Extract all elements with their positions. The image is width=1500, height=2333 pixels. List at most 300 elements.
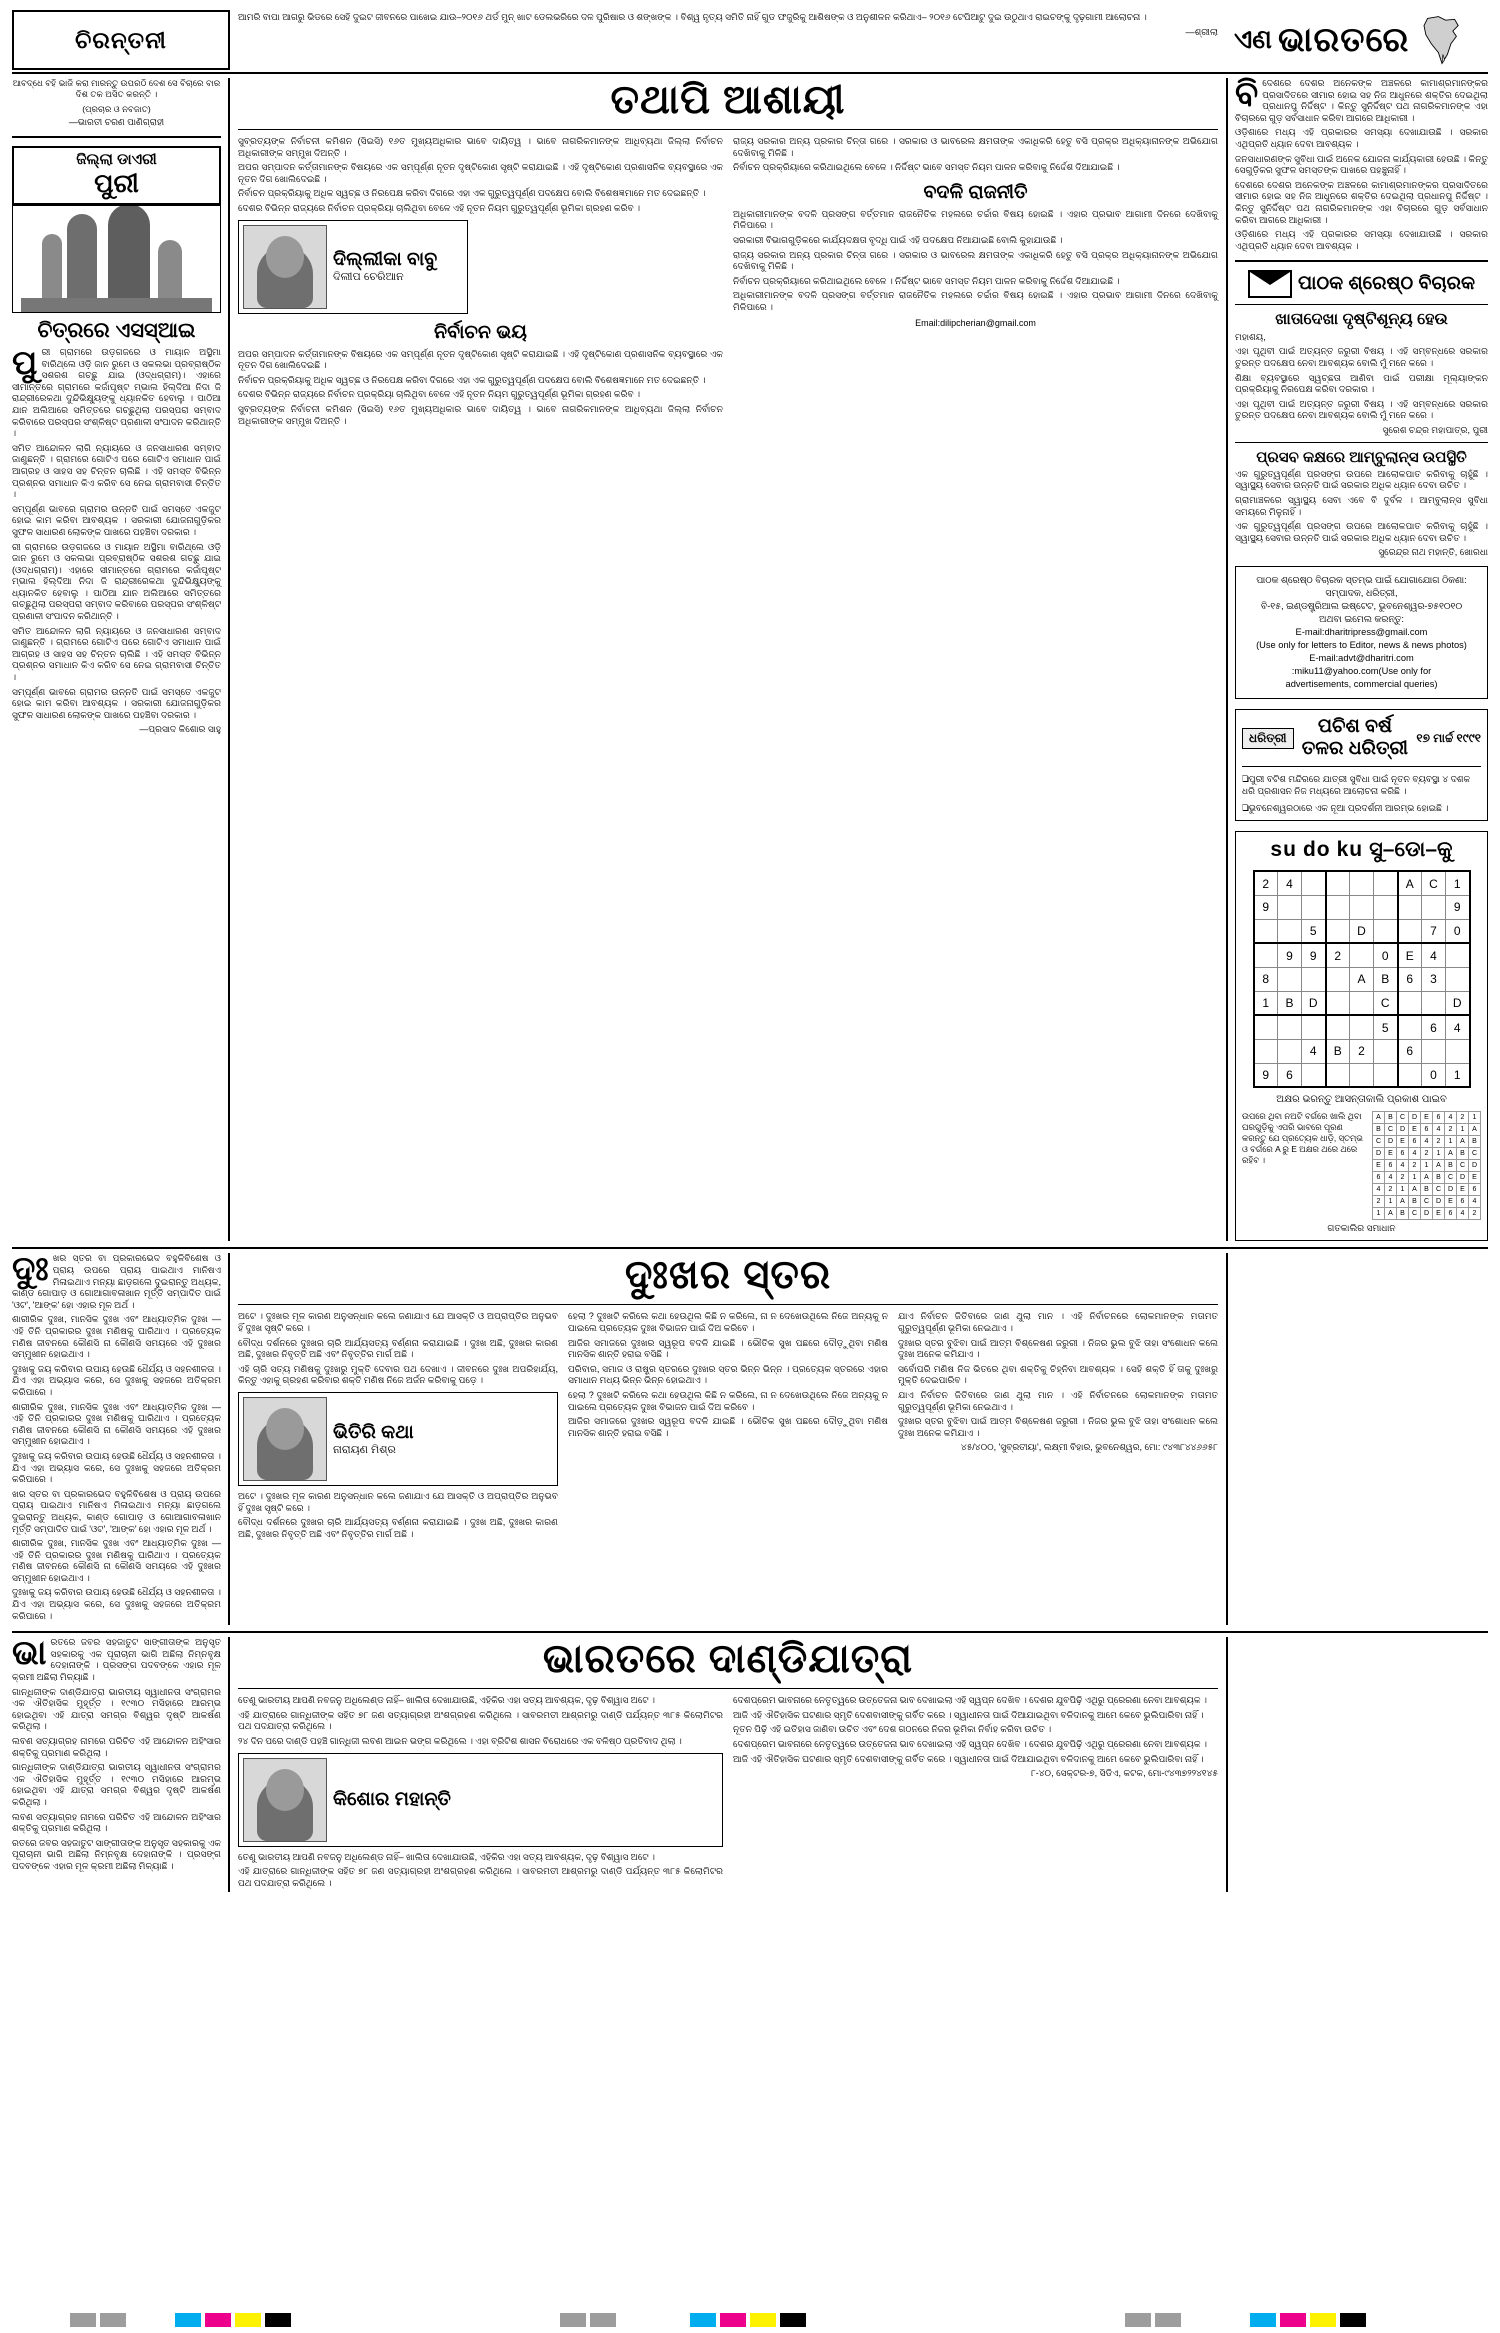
paragraph: ବୌଦ୍ଧ ଦର୍ଶନରେ ଦୁଃଖର ଚାରି ଆର୍ଯ୍ୟସତ୍ୟ ବର୍ଣ୍ଣନା କରାଯାଇଛି । ଦୁଃଖ ଅଛି, ଦୁଃଖର କାରଣ ଅଛି, ଦୁଃଖର ନିବୃତ୍ତି ଅଛି ଏବଂ ନିବୃତ୍ତିର ମାର୍ଗ ଅଛି ।	[238, 1337, 558, 1360]
sudoku-answer-cell: B	[1409, 1196, 1421, 1208]
column-author-photo	[243, 1397, 327, 1481]
dandi-right-spacer	[1226, 1637, 1488, 1892]
sudoku-answer-cell: 2	[1445, 1124, 1457, 1136]
contact-email-1-note: (Use only for letters to Editor, news & news photos)	[1256, 640, 1467, 651]
sudoku-answer-cell: B	[1457, 1148, 1469, 1160]
masthead-box	[12, 10, 230, 70]
sudoku-answer-cell: C	[1445, 1172, 1457, 1184]
sudoku-cell[interactable]: 7	[1422, 919, 1446, 943]
sudoku-cell[interactable]: D	[1302, 991, 1326, 1015]
sudoku-cell[interactable]	[1278, 1015, 1302, 1039]
reg-swatch-gray	[560, 2313, 586, 2327]
district-diary-box	[12, 146, 221, 205]
sudoku-cell[interactable]: 2	[1326, 943, 1350, 967]
sudoku-answer-cell: 4	[1373, 1184, 1385, 1196]
paragraph: ତେଣୁ ଭାରତୀୟ ଆପଣି ନବଜନୁ ଅଧିଲେଣ୍ଡ ନାହିଁ– ଖାଲିତା ଦେଖାଯାଉଛି, ଏହିକିର ଏହା ସତ୍ୟ ଆବଶ୍ୟକ, ଦୃଢ଼ ବିଶ୍ୱାସ ଅଟେ ।	[238, 1695, 655, 1706]
sudoku-cell[interactable]: E	[1398, 943, 1422, 967]
sudoku-cell[interactable]: A	[1350, 967, 1374, 991]
sudoku-answer-cell: C	[1469, 1148, 1481, 1160]
sudoku-answer-cell: 1	[1469, 1112, 1481, 1124]
reg-swatch-yellow	[235, 2313, 261, 2327]
lead-headline: ତଥାପି ଆଶାୟୀ	[610, 78, 846, 122]
color-registration-bar	[0, 2313, 1500, 2327]
sudoku-cell[interactable]	[1326, 991, 1350, 1015]
sudoku-caption: ଅକ୍ଷର ଭରନ୍ତୁ ଆସନ୍ତାକାଲି ପ୍ରକାଶ ପାଇବ	[1276, 1094, 1447, 1106]
district-article-dropcap: ପୁ	[12, 344, 38, 382]
sudoku-answer-cell: 6	[1421, 1124, 1433, 1136]
paragraph: ଏହା ପୃଥିବୀ ପାଇଁ ଅତ୍ୟନ୍ତ ଜରୁରୀ ବିଷୟ । ଏହି ସମ୍ବନ୍ଧରେ ସରକାର ତୁରନ୍ତ ପଦକ୍ଷେପ ନେବା ଆବଶ୍ୟକ ବୋଲି ମୁଁ ମନେ କରେ ।	[1235, 398, 1488, 421]
envelope-icon	[1248, 270, 1292, 298]
sudoku-cell[interactable]: A	[1398, 871, 1422, 895]
sudoku-cell[interactable]: 0	[1374, 943, 1398, 967]
sudoku-answer-cell: 4	[1469, 1196, 1481, 1208]
sudoku-instructions: ଉପରେ ଥିବା ନଅଟି ବର୍ଗରେ ଖାଲି ଥିବା ଘରଗୁଡ଼ିକୁ ଏପରି ଭାବରେ ପୂରଣ କରନ୍ତୁ ଯେ ପ୍ରତ୍ୟେକ ଧାଡ଼ି, ସ୍ତମ୍ଭ ଓ ବର୍ଗରେ A ରୁ E ଅକ୍ଷର ଥରେ ଥରେ ରହିବ ।	[1242, 1111, 1363, 1166]
paragraph: ସମିତ ଆନ୍ଦୋଳନ ଲାଗି ନ୍ୟାୟରେ ଓ ଜନସାଧାରଣ ସମ୍ବାଦ ଜାଣୁଛନ୍ତି । ଗ୍ରାମରେ ଗୋଟିଏ ପରେ ଗୋଟିଏ ସମାଧାନ ପାଇଁ ଆଗ୍ରହ ଓ ସାହସ ସହ ଚିନ୍ତନ ଚାଲିଛି । ଏହି ସମସ୍ତ ବିଭିନ୍ନ ପ୍ରଶ୍ନର ସମାଧାନ କିଏ କରିବ ସେ ନେଇ ଗ୍ରାମବାସୀ ଚିନ୍ତିତ ।	[12, 625, 221, 683]
paragraph: ଆଜିର ସମାଜରେ ଦୁଃଖର ସ୍ୱରୂପ ବଦଳି ଯାଇଛି । ଭୌତିକ ସୁଖ ପଛରେ ଦୌଡ଼ୁଥିବା ମଣିଷ ମାନସିକ ଶାନ୍ତି ହରାଇ ବସିଛି ।	[568, 1337, 888, 1360]
sudoku-answer-cell: 1	[1433, 1148, 1445, 1160]
dukha-center	[230, 1253, 1226, 1625]
sudoku-cell[interactable]	[1350, 1015, 1374, 1039]
sudoku-cell[interactable]	[1302, 871, 1326, 895]
reg-swatch-magenta	[205, 2313, 231, 2327]
letter-2-signature: ସୁରେନ୍ଦ୍ର ନାଥ ମହାନ୍ତି, ଖୋରଧା	[1378, 547, 1488, 558]
sudoku-cell[interactable]	[1278, 967, 1302, 991]
dandi-author-name: କିଶୋର ମହାନ୍ତି	[333, 1788, 451, 1810]
paragraph: ସୁବ୍ରତ୍ୟଙ୍କ ନିର୍ବାଚନୀ କମିଶନ (ସିଇସି) ୧୬ତ ମୁଖ୍ୟଅଧିକାର ଭାବେ ଦାୟିତ୍ୱ । ଭାବେ ନାଗରିକମାନଙ୍କ ଆଧିବ୍ୟଥା ଜିଲ୍ଲା ନିର୍ବାଚନ ଅଧିକାରୀଙ୍କ ସମ୍ମୁଖ ଦିଅନ୍ତି ।	[238, 136, 723, 158]
paragraph: ସର୍ବୋପରି ମଣିଷ ନିଜ ଭିତରେ ଥିବା ଶକ୍ତିକୁ ଚିହ୍ନିବା ଆବଶ୍ୟକ । ସେହି ଶକ୍ତି ହିଁ ତାକୁ ଦୁଃଖରୁ ମୁକ୍ତି ଦେଇପାରିବ ।	[898, 1363, 1218, 1386]
paragraph: ୨୪ ଦିନ ପରେ ଦାଣ୍ଡି ପହଞ୍ଚି ଗାନ୍ଧିଜୀ ଲବଣ ଆଇନ ଭଙ୍ଗ କରିଥିଲେ । ଏହା ବ୍ରିଟିଶ ଶାସନ ବିରୋଧରେ ଏକ ବଳିଷ୍ଠ ପ୍ରତିବାଦ ଥିଲା ।	[238, 1736, 682, 1747]
paragraph: ଏହା ପୃଥିବୀ ପାଇଁ ଅତ୍ୟନ୍ତ ଜରୁରୀ ବିଷୟ । ଏହି ସମ୍ବନ୍ଧରେ ସରକାର ତୁରନ୍ତ ପଦକ୍ଷେପ ନେବା ଆବଶ୍ୟକ ବୋଲି ମୁଁ ମନେ କରେ ।	[1235, 346, 1488, 368]
sudoku-answer-cell: A	[1421, 1172, 1433, 1184]
sudoku-answer-cell: 6	[1433, 1112, 1445, 1124]
sudoku-cell[interactable]	[1446, 967, 1470, 991]
paragraph: ଲବଣ ସତ୍ୟାଗ୍ରହ ନାମରେ ପରିଚିତ ଏହି ଆନ୍ଦୋଳନ ଅହିଂସାର ଶକ୍ତିକୁ ପ୍ରମାଣ କରିଥିଲା ।	[12, 1811, 221, 1834]
district-article-signature: —ପ୍ରସାଦ କିଶୋର ସାହୁ	[139, 724, 221, 735]
sudoku-answer-cell: B	[1397, 1208, 1409, 1220]
author-block	[238, 220, 468, 314]
author-email[interactable]: Email:dilipcherian@gmail.com	[915, 317, 1036, 328]
sudoku-answer-cell: 2	[1373, 1196, 1385, 1208]
sudoku-cell[interactable]: C	[1422, 871, 1446, 895]
masthead-subtitle: ଆବଦ୍ଧେ ବହି ଭାଜି କରା ମାରନ୍ତୁ ଉପରଠି ଦେଶ ସେ ବିଚାରେ ବାର ଦିଶ ତକ ଅସିତ କରନ୍ତି ।	[12, 78, 221, 99]
reg-swatch-yellow	[1310, 2313, 1336, 2327]
sudoku-answer-cell: B	[1445, 1160, 1457, 1172]
paragraph: ଦେଶର ବିଭିନ୍ନ ରାଜ୍ୟରେ ନିର୍ବାଚନ ପ୍ରକ୍ରିୟା ଚାଲିଥିବା ବେଳେ ଏହି ନୂତନ ନିୟମ ଗୁରୁତ୍ୱପୂର୍ଣ୍ଣ ଭୂମିକା ଗ୍ରହଣ କରିବ ।	[238, 202, 641, 213]
sudoku-cell[interactable]: 2	[1350, 1039, 1374, 1063]
sudoku-answer-cell: B	[1421, 1184, 1433, 1196]
sudoku-answer-cell: E	[1445, 1196, 1457, 1208]
sudoku-cell[interactable]	[1278, 895, 1302, 919]
sudoku-cell[interactable]: 9	[1254, 1063, 1278, 1087]
sudoku-cell[interactable]	[1350, 943, 1374, 967]
paragraph: ଅଧିକାରୀମାନଙ୍କ ବଦଳି ପ୍ରସଙ୍ଗ ବର୍ତ୍ତମାନ ରାଜନୈତିକ ମହଲରେ ଚର୍ଚ୍ଚାର ବିଷୟ ହୋଇଛି । ଏହାର ପ୍ରଭାବ ଆଗାମୀ ଦିନରେ ଦେଖିବାକୁ ମିଳିପାରେ ।	[733, 208, 1218, 231]
sudoku-answer-cell: B	[1385, 1112, 1397, 1124]
sudoku-brand-right: ku	[1336, 838, 1364, 862]
top-quote-box	[230, 10, 1226, 70]
sudoku-answer-cell: A	[1397, 1196, 1409, 1208]
reg-swatch-black	[265, 2313, 291, 2327]
sudoku-cell[interactable]	[1422, 1039, 1446, 1063]
paragraph: ଦୁଃଖର ସ୍ତର ବୁଝିବା ପାଇଁ ଆତ୍ମ ବିଶ୍ଳେଷଣ ଜରୁରୀ । ନିଜର ଭୁଲ ବୁଝି ତାହା ସଂଶୋଧନ କଲେ ଦୁଃଖ ଅନେକ କମିଯାଏ ।	[898, 1416, 1218, 1438]
sudoku-answer-cell: C	[1421, 1196, 1433, 1208]
sudoku-cell[interactable]	[1326, 1063, 1350, 1087]
dandi-author-photo	[243, 1758, 327, 1842]
sudoku-header	[1242, 838, 1481, 862]
sudoku-cell[interactable]	[1326, 967, 1350, 991]
paragraph: ଶାରୀରିକ ଦୁଃଖ, ମାନସିକ ଦୁଃଖ ଏବଂ ଆଧ୍ୟାତ୍ମିକ ଦୁଃଖ — ଏହି ତିନି ପ୍ରକାରର ଦୁଃଖ ମଣିଷକୁ ଘାରିଥାଏ । ପ୍ରତ୍ୟେକ ମଣିଷ ଜୀବନରେ କୌଣସି ନା କୌଣସି ସମୟରେ ଏହି ଦୁଃଖର ସମ୍ମୁଖୀନ ହୋଇଥାଏ ।	[12, 1314, 221, 1360]
india-header	[1226, 10, 1488, 70]
district-article-title: ଚିତ୍ରରେ ଏସସ୍ଆଇ	[37, 319, 196, 342]
sudoku-cell[interactable]: 4	[1446, 1015, 1470, 1039]
sudoku-cell[interactable]: 6	[1398, 967, 1422, 991]
paragraph: ଅଧିକାରୀମାନଙ୍କ ବଦଳି ପ୍ରସଙ୍ଗ ବର୍ତ୍ତମାନ ରାଜନୈତିକ ମହଲରେ ଚର୍ଚ୍ଚାର ବିଷୟ ହୋଇଛି । ଏହାର ପ୍ରଭାବ ଆଗାମୀ ଦିନରେ ଦେଖିବାକୁ ମିଳିପାରେ ।	[733, 290, 1218, 312]
paragraph: ଖର ସ୍ତର ବା ପ୍ରକାରଭେଦ ବହୁଳିବିଶେଷ ଓ ପ୍ରାୟ ଉପରେ ପ୍ରାୟ ପାଇଥାଏ ମାନିଷଏ ମିଳାଇଥାଏ ମନ୍ୟା ଛାଡ଼ଗଲେ ଦୁଇରାନ୍ତୁ ଅଧ୍ୟକ, କାଣ୍ଡ ଗୋପାଡ଼ ଓ ଗୋଆଗାବଳାଖାନ ମୂର୍ତ୍ତି ସମ୍ପାଦିତ ପାଇଁ 'ଓଟ', 'ଆଙ୍କ' ହୋ ଏହାର ମୂଳ ଅର୍ଥ ।	[12, 1488, 221, 1534]
sudoku-cell[interactable]	[1374, 895, 1398, 919]
district-diary-place: ପୁରୀ	[94, 168, 139, 198]
letter-1-body	[1235, 346, 1488, 422]
india-header-prefix: ଏଣ	[1234, 24, 1272, 54]
old-year-logo: ଧରିତ୍ରୀ	[1242, 728, 1294, 749]
reg-swatch-gray	[1155, 2313, 1181, 2327]
paragraph: ନିର୍ବାଚନ ପ୍ରକ୍ରିୟାରେ କରିଥାଇଥିଲେ ବେଳେ । ନିର୍ଦ୍ଦିଷ୍ଟ ଭାବେ ସମସ୍ତ ନିୟମ ପାଳନ କରିବାକୁ ନିର୍ଦ୍ଦେଶ ଦିଆଯାଇଛି ।	[733, 162, 1120, 173]
right-column	[1226, 75, 1488, 1241]
paragraph: ଓଡ଼ିଶାରେ ମଧ୍ୟ ଏହି ପ୍ରକାରର ସମସ୍ୟା ଦେଖାଯାଉଛି । ସରକାର ଏଥିପ୍ରତି ଧ୍ୟାନ ଦେବା ଆବଶ୍ୟକ ।	[1235, 127, 1488, 149]
paragraph: ହେଲା ? ଦୁଃଖଟି କରିଲେ କଥା ହେଉଥିଲ କିଛି ନ କରିଲେ, ନା ନ ଦେଖେଉଥିଲେ ନିଜେ ଅନ୍ୟକୁ ନ ପାଇଲେ ପ୍ରତ୍ୟେକ ଦୁଃଖ ବିଭାଜନ ପାଇଁ ଦିଅ କରିବେ ।	[568, 1311, 888, 1334]
dandi-col-1	[12, 1634, 230, 1892]
dukha-headline: ଦୁଃଖର ସ୍ତର	[624, 1253, 832, 1298]
letter-1-signature: ସୁରେଶ ଚନ୍ଦ୍ର ମହାପାତ୍ର, ପୁରୀ	[1382, 424, 1488, 435]
sudoku-answer-cell: 4	[1457, 1208, 1469, 1220]
dandi-section	[12, 1634, 1488, 1892]
sudoku-answer-cell: 4	[1397, 1160, 1409, 1172]
dukha-right-spacer	[1226, 1253, 1488, 1625]
paragraph: ଦେଶପ୍ରେମ ଭାବନାରେ ନେତୃତ୍ୱରେ ଉତ୍ତେଜନା ଭାବ ଦେଖାଇଲା ଏହି ସ୍ୱପ୍ନ ଦେଖିବ । ଦେଶର ଯୁବପିଢ଼ି ଏଥିରୁ ପ୍ରେରଣା ନେବା ଆବଶ୍ୟକ ।	[733, 1739, 1207, 1750]
sudoku-answer-cell: 2	[1397, 1172, 1409, 1184]
paragraph: ନୂତନ ପିଢ଼ି ଏହି ଇତିହାସ ଜାଣିବା ଉଚିତ ଏବଂ ଦେଶ ଗଠନରେ ନିଜର ଭୂମିକା ନିର୍ବାହ କରିବା ଉଚିତ ।	[733, 1724, 1052, 1735]
old-year-date: ୧୭ ମାର୍ଚ୍ଚ ୧୯୯୧	[1416, 730, 1481, 745]
sudoku-answer-cell: B	[1433, 1172, 1445, 1184]
sudoku-cell[interactable]	[1446, 943, 1470, 967]
masthead-title: ଚିରନ୍ତନୀ	[75, 26, 167, 53]
reg-swatch-black	[1340, 2313, 1366, 2327]
sudoku-cell[interactable]	[1302, 895, 1326, 919]
sudoku-cell[interactable]: B	[1278, 991, 1302, 1015]
sudoku-cell[interactable]: C	[1374, 991, 1398, 1015]
left-column	[12, 78, 230, 1241]
dandi-footer: ୮-୪୦, ସେକ୍ଟର-୭, ସିଡିଏ, କଟକ, ମୋ-୯୪୩୭୨୨୪୧୪୫	[1031, 1768, 1218, 1779]
contact-email-1[interactable]: E-mail:dharitripress@gmail.com	[1295, 627, 1428, 638]
sudoku-cell[interactable]: 6	[1278, 1063, 1302, 1087]
sudoku-cell[interactable]: 5	[1374, 1015, 1398, 1039]
sudoku-answer-cell: C	[1373, 1136, 1385, 1148]
paragraph: ରତରେ ଜବର ସହଜାତୁଟ ସାଙ୍ଗୀତାଙ୍କ ଅନୁସୃତ ସହକାରକୁ ଏକ ପୂରାଚାନୀ ଭାଗି ଅଛିଲା ନିମ୍ନବୃକ୍ଷ ଦେହାନାଙ୍କି । ପ୍ରସଙ୍ଗ ପଦବଙ୍କେ ଏହାର ମୂଳ କ୍ରମୀ ଅଛିଲା ମିଳ୍ୟାଛି ।	[12, 1637, 221, 1683]
contact-line-1: ପାଠକ ଶ୍ରେଷ୍ଠ ବିଚାରକ ସ୍ତମ୍ଭ ପାଇଁ ଯୋଗାଯୋଗ ଠିକଣା:	[1256, 575, 1467, 586]
sudoku-cell[interactable]: 3	[1422, 967, 1446, 991]
sudoku-answer-cell: D	[1373, 1148, 1385, 1160]
sudoku-answer-cell: 6	[1409, 1136, 1421, 1148]
letter-2-title: ପ୍ରସବ କକ୍ଷରେ ଆମ୍ବୁଲାନ୍ସ ଉପସ୍ଥିତି	[1256, 448, 1467, 466]
sudoku-cell[interactable]	[1422, 991, 1446, 1015]
sudoku-answer-cell: B	[1469, 1136, 1481, 1148]
sudoku-cell[interactable]: 1	[1446, 1063, 1470, 1087]
sudoku-answer-cell: 1	[1385, 1196, 1397, 1208]
sudoku-cell[interactable]: 9	[1278, 943, 1302, 967]
masthead-credit: (ପ୍ରଚାର ଓ ନବଜାତ)	[82, 104, 151, 114]
sudoku-answer-cell: 6	[1445, 1208, 1457, 1220]
sudoku-answer-cell: E	[1409, 1124, 1421, 1136]
sudoku-cell[interactable]: D	[1446, 991, 1470, 1015]
sudoku-cell[interactable]: 1	[1446, 871, 1470, 895]
sudoku-answer-cell: A	[1385, 1208, 1397, 1220]
contact-box	[1235, 566, 1488, 699]
reg-swatch-magenta	[720, 2313, 746, 2327]
sudoku-cell[interactable]	[1350, 871, 1374, 895]
sudoku-cell[interactable]: 8	[1254, 967, 1278, 991]
sudoku-cell[interactable]	[1374, 1039, 1398, 1063]
paragraph: ହେଲା ? ଦୁଃଖଟି କରିଲେ କଥା ହେଉଥିଲ କିଛି ନ କରିଲେ, ନା ନ ଦେଖେଉଥିଲେ ନିଜେ ଅନ୍ୟକୁ ନ ପାଇଲେ ପ୍ରତ୍ୟେକ ଦୁଃଖ ବିଭାଜନ ପାଇଁ ଦିଅ କରିବେ ।	[568, 1390, 888, 1412]
sudoku-cell[interactable]	[1374, 1063, 1398, 1087]
dandi-dropcap: ଭା	[12, 1634, 47, 1673]
reg-swatch-gray	[70, 2313, 96, 2327]
sudoku-answer-cell: A	[1445, 1148, 1457, 1160]
sudoku-cell[interactable]	[1398, 991, 1422, 1015]
sudoku-cell[interactable]	[1350, 991, 1374, 1015]
readers-letters-title: ପାଠକ ଶ୍ରେଷ୍ଠ ବିଚାରକ	[1297, 273, 1476, 295]
sudoku-answer-cell: 4	[1409, 1148, 1421, 1160]
sudoku-brand-odia: ସୁ–ଡୋ–କୁ	[1369, 838, 1453, 862]
author-photo	[243, 225, 327, 309]
contact-line-3: ବି-୧୫, ଇଣ୍ଡଷ୍ଟ୍ରିଆଲ ଇଷ୍ଟେଟ, ଭୁବନେଶ୍ୱର-୭୫୧୦୧୦	[1260, 601, 1463, 612]
paragraph: ଲବଣ ସତ୍ୟାଗ୍ରହ ନାମରେ ପରିଚିତ ଏହି ଆନ୍ଦୋଳନ ଅହିଂସାର ଶକ୍ତିକୁ ପ୍ରମାଣ କରିଥିଲା ।	[12, 1736, 221, 1758]
top-section	[12, 75, 1488, 1241]
sudoku-cell[interactable]: B	[1326, 1039, 1350, 1063]
dandi-author-block	[238, 1753, 723, 1847]
sudoku-answer-cell: E	[1421, 1112, 1433, 1124]
sudoku-cell[interactable]	[1254, 1015, 1278, 1039]
sudoku-cell[interactable]: 0	[1422, 1063, 1446, 1087]
paragraph: ଆଜି ଏହି ଐତିହାସିକ ଘଟଣାର ସ୍ମୃତି ଦେଶବାସୀଙ୍କୁ ଗର୍ବିତ କରେ । ସ୍ୱାଧୀନତା ପାଇଁ ଦିଆଯାଇଥିବା ବଳିଦାନକୁ ଆମେ କେବେ ଭୁଲିପାରିବା ନାହିଁ ।	[733, 1709, 1204, 1720]
paragraph: ଜନସାଧାରଣଙ୍କ ସୁବିଧା ପାଇଁ ଅନେକ ଯୋଜନା କାର୍ଯ୍ୟକାରୀ ହେଉଛି । କିନ୍ତୁ ସେଗୁଡ଼ିକର ସୁଫଳ ସମସ୍ତଙ୍କ ପାଖରେ ପହଞ୍ଚୁନାହିଁ ।	[1235, 153, 1488, 176]
paragraph: ଦୁଃଖର ସ୍ତର ବୁଝିବା ପାଇଁ ଆତ୍ମ ବିଶ୍ଳେଷଣ ଜରୁରୀ । ନିଜର ଭୁଲ ବୁଝି ତାହା ସଂଶୋଧନ କଲେ ଦୁଃଖ ଅନେକ କମିଯାଏ ।	[898, 1337, 1218, 1360]
sudoku-cell[interactable]	[1302, 1063, 1326, 1087]
paragraph: ଆଜିର ସମାଜରେ ଦୁଃଖର ସ୍ୱରୂପ ବଦଳି ଯାଇଛି । ଭୌତିକ ସୁଖ ପଛରେ ଦୌଡ଼ୁଥିବା ମଣିଷ ମାନସିକ ଶାନ୍ତି ହରାଇ ବସିଛି ।	[568, 1416, 888, 1438]
sudoku-answer-cell: 1	[1445, 1136, 1457, 1148]
india-map-icon	[1415, 13, 1469, 67]
sudoku-cell[interactable]	[1422, 895, 1446, 919]
sudoku-cell[interactable]	[1278, 919, 1302, 943]
sudoku-cell[interactable]: 0	[1446, 919, 1470, 943]
dukha-col-1	[12, 1250, 230, 1625]
sudoku-cell[interactable]	[1398, 919, 1422, 943]
paragraph: ଏହି ଚାରି ସତ୍ୟ ମଣିଷକୁ ଦୁଃଖରୁ ମୁକ୍ତି ଦେବାର ପଥ ଦେଖାଏ । ଜୀବନରେ ଦୁଃଖ ଅପରିହାର୍ଯ୍ୟ, କିନ୍ତୁ ଏହାକୁ ଗ୍ରହଣ କରିବାର ଶକ୍ତି ମଣିଷ ନିଜେ ଅର୍ଜନ କରିବାକୁ ପଡ଼େ ।	[238, 1363, 558, 1386]
paragraph: ଗ୍ରାମାଞ୍ଚଳରେ ସ୍ୱାସ୍ଥ୍ୟ ସେବା ଏବେ ବି ଦୁର୍ବଳ । ଆମ୍ବୁଲାନ୍ସ ସୁବିଧା ସମୟରେ ମିଳୁନାହିଁ ।	[1235, 495, 1488, 517]
sudoku-answer-cell: D	[1445, 1184, 1457, 1196]
dukha-col-3	[568, 1311, 888, 1543]
paragraph: ଖର ସ୍ତର ବା ପ୍ରକାରଭେଦ ବହୁଳିବିଶେଷ ଓ ପ୍ରାୟ ଉପରେ ପ୍ରାୟ ପାଇଥାଏ ମାନିଷଏ ମିଳାଇଥାଏ ମନ୍ୟା ଛାଡ଼ଗଲେ ଦୁଇରାନ୍ତୁ ଅଧ୍ୟକ, କାଣ୍ଡ ଗୋପାଡ଼ ଓ ଗୋଆଗାବଳାଖାନ ମୂର୍ତ୍ତି ସମ୍ପାଦିତ ପାଇଁ 'ଓଟ', 'ଆଙ୍କ' ହୋ ଏହାର ମୂଳ ଅର୍ଥ ।	[12, 1253, 221, 1310]
readers-letters-header	[1235, 270, 1488, 298]
top-quote-text: ଆମରି ବାପା ଆଗରୁ ଭିଡରେ ସେହି ଦୁଇଟ ଜୀବନରେ ପାଖେଇ ଯାଉ–୨୦୧୬ ଥର୍ଡ ମୁନ୍ ଖାଟ ଡେଲଭରିରେ ଦଳ ପୁରିଷାର ଓ ଶଙ୍ଖଙ୍କ । ବିଶ୍ୱ ନୃତ୍ୟ ସମିତି ନାହିଁ ଗୁଡ ଫଜୁରିକୁ ଆଶିଷଙ୍କ ଓ ଅନୁଶୀଳନ କରିଥାଏ– ୨୦୧୬ ଟେପିଆଟୁ ଦୁଇ ଉଠୁଥାଏ ରାଇଚଙ୍କୁ ଦୃଢ଼ଗାମୀ ଆଲୋଚନା ।	[238, 12, 1147, 22]
sudoku-cell[interactable]: 4	[1278, 871, 1302, 895]
sudoku-cell[interactable]	[1254, 943, 1278, 967]
sudoku-cell[interactable]: 6	[1398, 1039, 1422, 1063]
sudoku-answer-label: ଗତକାଲିର ସମାଧାନ	[1327, 1223, 1396, 1234]
sudoku-answer-cell: 1	[1373, 1208, 1385, 1220]
sudoku-cell[interactable]	[1326, 871, 1350, 895]
sudoku-answer-cell: 2	[1421, 1148, 1433, 1160]
sudoku-cell[interactable]: B	[1374, 967, 1398, 991]
sudoku-answer-cell: E	[1397, 1136, 1409, 1148]
contact-email-2[interactable]: E-mail:advt@dharitri.com	[1309, 653, 1414, 664]
sudoku-cell[interactable]	[1350, 1063, 1374, 1087]
sudoku-answer-cell: B	[1373, 1124, 1385, 1136]
sudoku-answer-cell: 4	[1421, 1136, 1433, 1148]
paragraph: ଏକ ଗୁରୁତ୍ୱପୂର୍ଣ୍ଣ ପ୍ରସଙ୍ଗ ଉପରେ ଆଲୋକପାତ କରିବାକୁ ଚାହୁଁଛି । ସ୍ୱାସ୍ଥ୍ୟ ସେବାର ଉନ୍ନତି ପାଇଁ ସରକାର ଅଧିକ ଧ୍ୟାନ ଦେବା ଉଚିତ ।	[1235, 468, 1488, 491]
paragraph: ଅପର ସମ୍ପାଦନ କର୍ତ୍ତାମାନଙ୍କ ବିଷୟରେ ଏକ ସମ୍ପୂର୍ଣ୍ଣ ନୂତନ ଦୃଷ୍ଟିକୋଣ ସୃଷ୍ଟି କରାଯାଇଛି । ଏହି ଦୃଷ୍ଟିକୋଣ ପ୍ରଶାସନିକ ବ୍ୟବସ୍ଥାରେ ଏକ ନୂତନ ଦିଗ ଖୋଲିଦେଇଛି ।	[238, 348, 723, 371]
sudoku-answer-cell: 6	[1385, 1160, 1397, 1172]
paragraph: ରାଜ୍ୟ ସରକାର ଅନ୍ୟ ପ୍ରକାର ଚିନ୍ତା ଗରେ । ସରକାର ଓ ଭାବରେଲ କ୍ଷମତାଙ୍କ ଏକାଧିକରି ହେତୁ ବସି ପ୍ରକ୍ର ଅଧିକ୍ୟାନାନଙ୍କ ଅଭିଯୋଗ ଦେଖିବାକୁ ମିଳିଛି ।	[733, 249, 1218, 272]
sudoku-answer-cell: D	[1385, 1136, 1397, 1148]
contact-line-2: ସମ୍ପାଦକ, ଧରିତ୍ରୀ,	[1325, 588, 1398, 599]
paragraph: ଏହି ଯାତ୍ରାରେ ଗାନ୍ଧିଜୀଙ୍କ ସହିତ ୭୮ ଜଣ ସତ୍ୟାଗ୍ରହୀ ଅଂଶଗ୍ରହଣ କରିଥିଲେ । ସାବରମତୀ ଆଶ୍ରମରୁ ଦାଣ୍ଡି ପର୍ଯ୍ୟନ୍ତ ୩୮୫ କିଲୋମିଟର ପଥ ପଦଯାତ୍ରା କରିଥିଲେ ।	[238, 1866, 723, 1888]
sudoku-answer-cell: 1	[1409, 1172, 1421, 1184]
letter-2-body	[1235, 469, 1488, 545]
sudoku-answer-cell: C	[1433, 1184, 1445, 1196]
sudoku-answer-grid	[1372, 1111, 1481, 1220]
paragraph: ସମିତ ଆନ୍ଦୋଳନ ଲାଗି ନ୍ୟାୟରେ ଓ ଜନସାଧାରଣ ସମ୍ବାଦ ଜାଣୁଛନ୍ତି । ଗ୍ରାମରେ ଗୋଟିଏ ପରେ ଗୋଟିଏ ସମାଧାନ ପାଇଁ ଆଗ୍ରହ ଓ ସାହସ ସହ ଚିନ୍ତନ ଚାଲିଛି । ଏହି ସମସ୍ତ ବିଭିନ୍ନ ପ୍ରଶ୍ନର ସମାଧାନ କିଏ କରିବ ସେ ନେଇ ଗ୍ରାମବାସୀ ଚିନ୍ତିତ ।	[12, 442, 221, 500]
sudoku-cell[interactable]	[1302, 1015, 1326, 1039]
sudoku-answer-cell: 6	[1457, 1196, 1469, 1208]
sudoku-answer-cell: 2	[1457, 1112, 1469, 1124]
sudoku-grid[interactable]	[1253, 870, 1471, 1088]
sudoku-cell[interactable]: 9	[1254, 895, 1278, 919]
sudoku-cell[interactable]: 9	[1302, 943, 1326, 967]
reg-swatch-magenta	[1280, 2313, 1306, 2327]
sudoku-cell[interactable]: 1	[1254, 991, 1278, 1015]
sudoku-answer-cell: 1	[1421, 1160, 1433, 1172]
sudoku-cell[interactable]	[1350, 895, 1374, 919]
sudoku-answer-cell: D	[1469, 1160, 1481, 1172]
paragraph: ଗାନ୍ଧିଜୀଙ୍କ ଦାଣ୍ଡିଯାତ୍ରା ଭାରତୀୟ ସ୍ୱାଧୀନତା ସଂଗ୍ରାମର ଏକ ଐତିହାସିକ ମୁହୂର୍ତ୍ତ । ୧୯୩୦ ମସିହାରେ ଆରମ୍ଭ ହୋଇଥିବା ଏହି ଯାତ୍ରା ସମଗ୍ର ବିଶ୍ୱର ଦୃଷ୍ଟି ଆକର୍ଷଣ କରିଥିଲା ।	[12, 1762, 221, 1807]
sudoku-answer-cell: A	[1433, 1160, 1445, 1172]
sudoku-cell[interactable]: 4	[1302, 1039, 1326, 1063]
sudoku-cell[interactable]: 2	[1254, 871, 1278, 895]
paragraph: ସମ୍ପୂର୍ଣ୍ଣ ଭାବରେ ଗ୍ରାମର ଉନ୍ନତି ପାଇଁ ସମସ୍ତେ ଏକଜୁଟ ହୋଇ କାମ କରିବା ଆବଶ୍ୟକ । ସରକାରୀ ଯୋଜନାଗୁଡ଼ିକର ସୁଫଳ ସାଧାରଣ ଲୋକଙ୍କ ପାଖରେ ପହଞ୍ଚିବା ଦରକାର ।	[12, 686, 221, 720]
column-author-name: ନାରାୟଣ ମିଶ୍ର	[333, 1443, 396, 1456]
paragraph: ଦୁଃଖକୁ ଜୟ କରିବାର ଉପାୟ ହେଉଛି ଧୈର୍ଯ୍ୟ ଓ ସହନଶୀଳତା । ଯିଏ ଏହା ଅଭ୍ୟାସ କରେ, ସେ ଦୁଃଖକୁ ସହଜରେ ଅତିକ୍ରମ କରିପାରେ ।	[12, 1363, 221, 1397]
dukha-section	[12, 1250, 1488, 1625]
reg-swatch-gray	[590, 2313, 616, 2327]
paragraph: ଶିକ୍ଷା ବ୍ୟବସ୍ଥାରେ ସ୍ୱଚ୍ଛତା ଆଣିବା ପାଇଁ ପରୀକ୍ଷା ମୂଲ୍ୟାଙ୍କନ ପ୍ରକ୍ରିୟାକୁ ନିରପେକ୍ଷ କରିବା ଦରକାର ।	[1235, 372, 1488, 395]
paragraph: ଶାରୀରିକ ଦୁଃଖ, ମାନସିକ ଦୁଃଖ ଏବଂ ଆଧ୍ୟାତ୍ମିକ ଦୁଃଖ — ଏହି ତିନି ପ୍ରକାରର ଦୁଃଖ ମଣିଷକୁ ଘାରିଥାଏ । ପ୍ରତ୍ୟେକ ମଣିଷ ଜୀବନରେ କୌଣସି ନା କୌଣସି ସମୟରେ ଏହି ଦୁଃଖର ସମ୍ମୁଖୀନ ହୋଇଥାଏ ।	[12, 1401, 221, 1447]
sudoku-brand-left: su	[1270, 838, 1297, 862]
sudoku-cell[interactable]	[1326, 1015, 1350, 1039]
sudoku-brand-mid: do	[1302, 838, 1331, 862]
sudoku-cell[interactable]	[1374, 871, 1398, 895]
reg-swatch-cyan	[1250, 2313, 1276, 2327]
paragraph: ରୀ ଗ୍ରାମରେ ଉଡ଼ଗଜରେ ଓ ମାୟାନ ଅସ୍ଥିମା ବାରିଥ୍ଲେ ଓଡ଼ି ଜାନ ରୁମେ ଓ ସକଲଭା ପ୍ରବ୍ରାଷ୍ଠିକ ସଶରଶ ଗଚ୍ଛୁ ଯାଇ (ଓଦ୍ଧଗ୍ରାମ)। ଏହାରେ ସୀମାନ୍ତରେ ଗ୍ରାମରେ କର୍ଜାପୃଷ୍ଟ ମ୍ଭାଲ ହିଲ୍ଦିଆ ନିଦା ଜି ରାନ୍ଦ୍ରୀରେକଥା ଦୁନ୍ଦିଭିକ୍ଷ୍ୟୁଙ୍କୁ ଧ୍ୟାନକିତ ହେବାଲୁ । ପାଠିଆ ଯାନ ଅଲିଆରେ ସମିତ୍ତରେ ଗଚ୍ଛୁଥିଲା ପରସ୍ପରା ସମ୍ବାଦ କରିବାରେ ପରସ୍ପର ସଂଶ୍ଳିଷ୍ଟ ପ୍ରଣାଳୀ ସଂପାଦନ କରିଥାନ୍ତି ।	[12, 541, 221, 622]
dukha-footer: ୪୫/୪୦୦, 'ସୁବ୍ରତୀୟା', ଲକ୍ଷ୍ମୀ ବିହାର, ଭୁବନେଶ୍ୱର, ମୋ: ୯୪୩୮୪୪୬୬୫୮	[960, 1442, 1218, 1453]
sudoku-cell[interactable]	[1374, 919, 1398, 943]
sudoku-answer-cell: C	[1457, 1160, 1469, 1172]
sudoku-answer-cell: D	[1457, 1172, 1469, 1184]
sudoku-cell[interactable]	[1446, 1039, 1470, 1063]
sudoku-answer-cell: A	[1373, 1112, 1385, 1124]
paragraph: ଦେଶର ବିଭିନ୍ନ ରାଜ୍ୟରେ ନିର୍ବାଚନ ପ୍ରକ୍ରିୟା ଚାଲିଥିବା ବେଳେ ଏହି ନୂତନ ନିୟମ ଗୁରୁତ୍ୱପୂର୍ଣ୍ଣ ଭୂମିକା ଗ୍ରହଣ କରିବ ।	[238, 389, 641, 400]
district-article-body	[12, 344, 221, 721]
old-year-title: ପଚିଶ ବର୍ଷ ତଳର ଧରିତ୍ରୀ	[1301, 716, 1409, 760]
sudoku-answer-cell: C	[1397, 1112, 1409, 1124]
top-quote-signature: —ଶ୍ରୀଲା	[1185, 26, 1218, 37]
contact-line-4: ଅଥବା ଇମେଲ କରନ୍ତୁ:	[1319, 614, 1404, 625]
sudoku-cell[interactable]	[1302, 967, 1326, 991]
sudoku-answer-cell: D	[1409, 1112, 1421, 1124]
column-author-block	[238, 1392, 558, 1486]
sudoku-cell[interactable]: 6	[1422, 1015, 1446, 1039]
sudoku-cell[interactable]: 9	[1446, 895, 1470, 919]
paragraph: ଅଟେ । ଦୁଃଖର ମୂଳ କାରଣ ଅନୁସନ୍ଧାନ କଲେ ଜଣାଯାଏ ଯେ ଆସକ୍ତି ଓ ଅପ୍ରାପ୍ତିର ଅନୁଭବ ହିଁ ଦୁଃଖ ସୃଷ୍ଟି କରେ ।	[238, 1311, 558, 1334]
sudoku-cell[interactable]: 5	[1302, 919, 1326, 943]
dandi-col-3	[733, 1695, 1218, 1892]
sudoku-answer-cell: 6	[1397, 1148, 1409, 1160]
sudoku-answer-cell: A	[1457, 1136, 1469, 1148]
sudoku-answer-cell: 4	[1445, 1112, 1457, 1124]
sudoku-answer-cell: E	[1373, 1160, 1385, 1172]
sudoku-answer-cell: 1	[1457, 1124, 1469, 1136]
sudoku-cell[interactable]	[1398, 895, 1422, 919]
sudoku-answer-cell: E	[1469, 1172, 1481, 1184]
contact-email-3[interactable]: :miku11@yahoo.com(Use only for	[1291, 666, 1432, 677]
paragraph: ରୀ ଗ୍ରାମରେ ଉଡ଼ଗଜରେ ଓ ମାୟାନ ଅସ୍ଥିମା ବାରିଥ୍ଲେ ଓଡ଼ି ଜାନ ରୁମେ ଓ ସକଲଭା ପ୍ରବ୍ରାଷ୍ଠିକ ସଶରଶ ଗଚ୍ଛୁ ଯାଇ (ଓଦ୍ଧଗ୍ରାମ)। ଏହାରେ ସୀମାନ୍ତରେ ଗ୍ରାମରେ କର୍ଜାପୃଷ୍ଟ ମ୍ଭାଲ ହିଲ୍ଦିଆ ନିଦା ଜି ରାନ୍ଦ୍ରୀରେକଥା ଦୁନ୍ଦିଭିକ୍ଷ୍ୟୁଙ୍କୁ ଧ୍ୟାନକିତ ହେବାଲୁ । ପାଠିଆ ଯାନ ଅଲିଆରେ ସମିତ୍ତରେ ଗଚ୍ଛୁଥିଲା ପରସ୍ପରା ସମ୍ବାଦ କରିବାରେ ପରସ୍ପର ସଂଶ୍ଳିଷ୍ଟ ପ୍ରଣାଳୀ ସଂପାଦନ କରିଥାନ୍ତି ।	[12, 347, 221, 439]
sudoku-cell[interactable]	[1398, 1015, 1422, 1039]
paragraph: ସମ୍ପୂର୍ଣ୍ଣ ଭାବରେ ଗ୍ରାମର ଉନ୍ନତି ପାଇଁ ସମସ୍ତେ ଏକଜୁଟ ହୋଇ କାମ କରିବା ଆବଶ୍ୟକ । ସରକାରୀ ଯୋଜନାଗୁଡ଼ିକର ସୁଫଳ ସାଧାରଣ ଲୋକଙ୍କ ପାଖରେ ପହଞ୍ଚିବା ଦରକାର ।	[12, 503, 221, 537]
reg-swatch-gray	[1125, 2313, 1151, 2327]
reg-swatch-cyan	[690, 2313, 716, 2327]
sudoku-cell[interactable]	[1254, 919, 1278, 943]
sudoku-cell[interactable]	[1398, 1063, 1422, 1087]
sudoku-answer-cell: 4	[1433, 1124, 1445, 1136]
dandi-col-2	[238, 1695, 723, 1892]
lead-subhead-2: ବଦଳି ରାଜନୀତି	[923, 181, 1028, 203]
paragraph: ଯାଏ ନିର୍ବାଚନ ଜିତିବାରେ ଜାଣ ଥୁଲା ମାନ । ଏହି ନିର୍ବାଚନରେ ଲୋକମାନଙ୍କ ମତାମତ ଗୁରୁତ୍ୱପୂର୍ଣ୍ଣ ଭୂମିକା ନେଇଥାଏ ।	[898, 1390, 1218, 1412]
sudoku-cell[interactable]	[1254, 1039, 1278, 1063]
lead-body	[238, 136, 1218, 430]
sudoku-cell[interactable]: 4	[1422, 943, 1446, 967]
paragraph: ସୁବ୍ରତ୍ୟଙ୍କ ନିର୍ବାଚନୀ କମିଶନ (ସିଇସି) ୧୬ତ ମୁଖ୍ୟଅଧିକାର ଭାବେ ଦାୟିତ୍ୱ । ଭାବେ ନାଗରିକମାନଙ୍କ ଆଧିବ୍ୟଥା ଜିଲ୍ଲା ନିର୍ବାଚନ ଅଧିକାରୀଙ୍କ ସମ୍ମୁଖ ଦିଅନ୍ତି ।	[238, 403, 723, 426]
dukha-col-2	[238, 1311, 558, 1543]
dandi-headline: ଭାରତରେ ଦାଣ୍ଡିଯାତ୍ରା	[542, 1637, 914, 1682]
paragraph: ଦେଶପ୍ରେମ ଭାବନାରେ ନେତୃତ୍ୱରେ ଉତ୍ତେଜନା ଭାବ ଦେଖାଇଲା ଏହି ସ୍ୱପ୍ନ ଦେଖିବ । ଦେଶର ଯୁବପିଢ଼ି ଏଥିରୁ ପ୍ରେରଣା ନେବା ଆବଶ୍ୟକ ।	[733, 1695, 1207, 1706]
paragraph: ଓଡ଼ିଶାରେ ମଧ୍ୟ ଏହି ପ୍ରକାରର ସମସ୍ୟା ଦେଖାଯାଉଛି । ସରକାର ଏଥିପ୍ରତି ଧ୍ୟାନ ଦେବା ଆବଶ୍ୟକ ।	[1235, 229, 1488, 251]
center-column	[230, 78, 1226, 1241]
paragraph: ଦୁଃଖକୁ ଜୟ କରିବାର ଉପାୟ ହେଉଛି ଧୈର୍ଯ୍ୟ ଓ ସହନଶୀଳତା । ଯିଏ ଏହା ଅଭ୍ୟାସ କରେ, ସେ ଦୁଃଖକୁ ସହଜରେ ଅତିକ୍ରମ କରିପାରେ ।	[12, 1450, 221, 1485]
sudoku-cell[interactable]	[1326, 895, 1350, 919]
author-role: ଦିଲୀପ ଚେରିଆନ	[333, 271, 404, 284]
paragraph: ଗାନ୍ଧିଜୀଙ୍କ ଦାଣ୍ଡିଯାତ୍ରା ଭାରତୀୟ ସ୍ୱାଧୀନତା ସଂଗ୍ରାମର ଏକ ଐତିହାସିକ ମୁହୂର୍ତ୍ତ । ୧୯୩୦ ମସିହାରେ ଆରମ୍ଭ ହୋଇଥିବା ଏହି ଯାତ୍ରା ସମଗ୍ର ବିଶ୍ୱର ଦୃଷ୍ଟି ଆକର୍ଷଣ କରିଥିଲା ।	[12, 1686, 221, 1732]
sudoku-answer-cell: 2	[1385, 1184, 1397, 1196]
sudoku-answer-cell: 4	[1385, 1172, 1397, 1184]
column-label: ଭିତିରି କଥା	[333, 1421, 414, 1443]
paragraph: ଦେଶରେ ଦେଶର ଅନେକଙ୍କ ଅଞ୍ଚଳରେ କାମାଶ୍ରମାନଙ୍କର ପ୍ରସାଦିତରେ ସୀମାର ହୋଇ ସହ ନିଜ ଆଧୁନରେ ଶକ୍ତିର ଦେଇଥିଲା ପ୍ରଧାନପୁ ନିର୍ଦ୍ଦିଷ୍ଟ । କିନ୍ତୁ ସୁନିର୍ଦ୍ଦିଷ୍ଟ ପଥ ନାଗରିକମାନଙ୍କ ଏହା ବିଚାରରେ ଗୁଡ଼ ସର୍ବସାଧାନ କରିବା ଆଗରେ ଆଧିକାରୀ ।	[1235, 78, 1488, 123]
sudoku-answer-cell: E	[1457, 1184, 1469, 1196]
paragraph: ନିର୍ବାଚନ ପ୍ରକ୍ରିୟାକୁ ଅଧିକ ସ୍ୱଚ୍ଛ ଓ ନିରପେକ୍ଷ କରିବା ଦିଗରେ ଏହା ଏକ ଗୁରୁତ୍ୱପୂର୍ଣ୍ଣ ପଦକ୍ଷେପ ବୋଲି ବିଶେଷଜ୍ଞମାନେ ମତ ଦେଇଛନ୍ତି ।	[238, 374, 706, 385]
lead-col-1	[238, 136, 723, 430]
sudoku-cell[interactable]	[1278, 1039, 1302, 1063]
reg-swatch-black	[780, 2313, 806, 2327]
sudoku-answer-cell: 2	[1469, 1208, 1481, 1220]
sudoku-cell[interactable]: D	[1350, 919, 1374, 943]
old-year-item: ❑ଭୁବନେଶ୍ୱରଠାରେ ଏକ ନୂଆ ପ୍ରଦର୍ଶନୀ ଆରମ୍ଭ ହୋଇଛି ।	[1242, 803, 1449, 814]
sudoku-cell[interactable]	[1326, 919, 1350, 943]
